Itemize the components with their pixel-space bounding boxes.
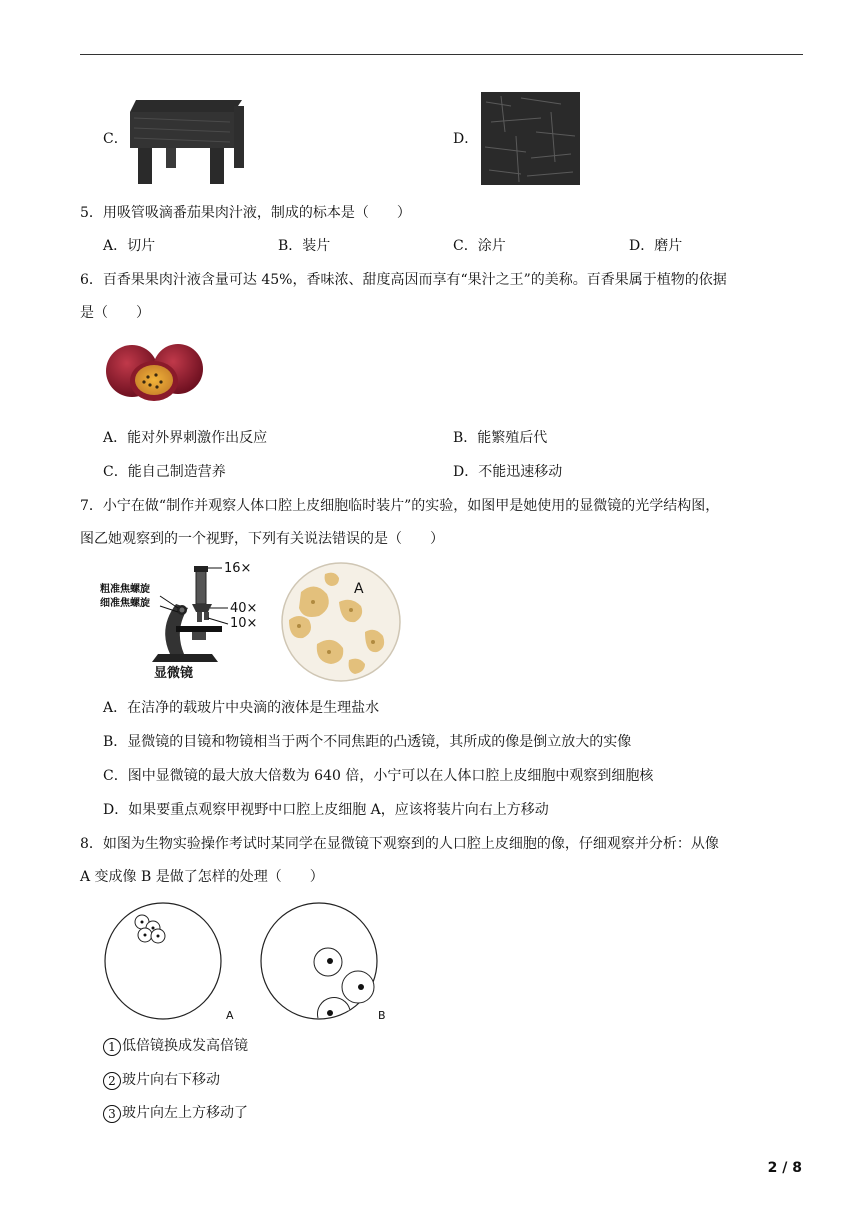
q7-stem-line2: 图乙她观察到的一个视野，下列有关说法错误的是（ ） [80,531,444,547]
q5-option-c: C．涂片 [453,238,506,254]
q7-stem-line1: 7．小宁在做“制作并观察人体口腔上皮细胞临时装片”的实验，如图甲是她使用的显微镜的光学结构图， [80,498,720,514]
q8-statement-2 [103,1070,220,1090]
circled-number-1: 1 [103,1038,121,1056]
q8-statement-3-text: 玻片向左上方移动了 [122,1105,248,1121]
q8-statement-1-text: 低倍镜换成发高倍镜 [122,1038,248,1054]
passion-fruit-image [104,341,204,403]
q4-option-c-label: C． [103,131,128,147]
q6-option-a: A．能对外界刺激作出反应 [103,430,268,446]
q6-stem-line2: 是（ ） [80,305,150,321]
q4-option-d-label: D． [453,131,479,147]
q7-option-b: B．显微镜的目镜和物镜相当于两个不同焦距的凸透镜，其所成的像是倒立放大的实像 [103,734,632,750]
q5-option-b: B．装片 [278,238,331,254]
q6-stem-line1: 6．百香果果肉汁液含量可达 45%，香味浓、甜度高因而享有“果汁之王”的美称。百香果属于植物的依据 [80,272,727,288]
field-b-diagram [258,900,384,1024]
coarse-focus-label: 粗准焦螺旋 [100,584,150,595]
q6-option-c: C．能自己制造营养 [103,464,226,480]
page-number: 2 / 8 [767,1160,802,1176]
q5-option-d: D．磨片 [629,238,683,254]
fine-focus-label: 细准焦螺旋 [100,598,150,609]
cell-a-label: A [354,581,364,597]
field-a-diagram [102,900,232,1024]
circled-number-3: 3 [103,1105,121,1123]
objective-high-label: 40× [230,601,258,616]
q5-option-a: A．切片 [103,238,156,254]
microscope-caption: 显微镜 [154,666,194,681]
eyepiece-label: 16× [224,561,252,576]
q8-statement-3 [103,1103,248,1123]
q8-statement-2-text: 玻片向右下移动 [122,1072,220,1088]
field-b-label: B [378,1009,386,1022]
q7-option-c: C．图中显微镜的最大放大倍数为 640 倍，小宁可以在人体口腔上皮细胞中观察到细胞核 [103,768,654,784]
table-image [130,92,248,188]
circled-number-2: 2 [103,1072,121,1090]
q8-stem-line1: 8．如图为生物实验操作考试时某同学在显微镜下观察到的人口腔上皮细胞的像，仔细观察并分析：从像 [80,836,719,852]
q8-statement-1 [103,1036,248,1056]
q6-option-d: D．不能迅速移动 [453,464,563,480]
header-rule [80,54,803,55]
cell-view-field [279,562,404,683]
q7-option-a: A．在洁净的载玻片中央滴的液体是生理盐水 [103,700,380,716]
q7-option-d: D．如果要重点观察甲视野中口腔上皮细胞 A，应该将装片向右上方移动 [103,802,549,818]
q6-option-b: B．能繁殖后代 [453,430,548,446]
q8-stem-line2: A 变成像 B 是做了怎样的处理（ ） [80,869,324,885]
field-a-label: A [226,1009,234,1022]
q5-stem: 5．用吸管吸滴番茄果肉汁液，制成的标本是（ ） [80,205,411,221]
objective-low-label: 10× [230,616,258,631]
texture-image [481,92,580,185]
